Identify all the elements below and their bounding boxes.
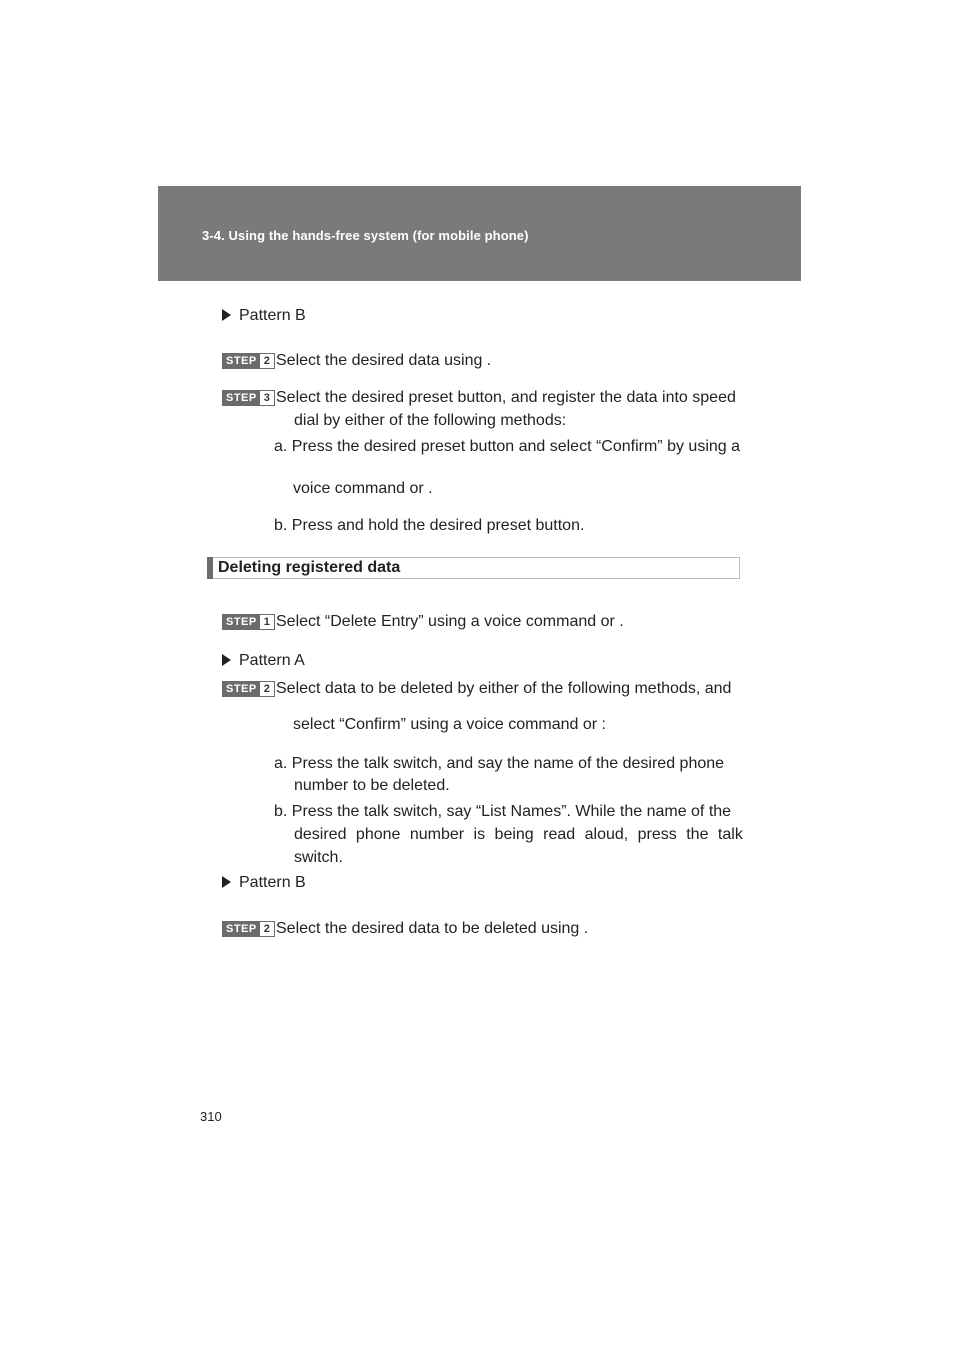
delete-method-b-line-2: desired phone number is being read aloud, press the talk [294, 826, 743, 843]
step-3-badge [222, 390, 275, 406]
step-1-badge [222, 614, 275, 630]
pointer-triangle-icon [222, 309, 231, 321]
heading-accent-bar [207, 557, 213, 579]
step-number: 2 [260, 922, 274, 936]
step-word: STEP [223, 354, 260, 368]
method-a-line-1: a. Press the desired preset button and select “Confirm” by using a [274, 438, 741, 455]
header-bar [158, 186, 801, 281]
delete-method-b-line-3: switch. [294, 849, 343, 866]
step-number: 1 [260, 615, 274, 629]
pointer-triangle-icon [222, 654, 231, 666]
step-1-text: Select “Delete Entry” using a voice command or . [276, 613, 624, 630]
step-word: STEP [223, 391, 260, 405]
step-number: 3 [260, 391, 274, 405]
heading-label: Deleting registered data [218, 559, 401, 576]
pattern-a-text: Pattern A [239, 652, 305, 669]
method-a-line-2: voice command or . [293, 480, 433, 497]
page-number: 310 [200, 1109, 222, 1124]
step-2-badge [222, 921, 275, 937]
delete-method-b-line-1: b. Press the talk switch, say “List Names”. While the name of the [274, 803, 732, 820]
pattern-b-text: Pattern B [239, 874, 306, 891]
pattern-b-label [222, 305, 306, 327]
step-2-bottom-text: Select the desired data to be deleted using . [276, 920, 589, 937]
section-title: 3-4. Using the hands-free system (for mobile phone) [202, 228, 529, 243]
method-b-line: b. Press and hold the desired preset button. [274, 517, 585, 534]
step-number: 2 [260, 354, 274, 368]
delete-method-a-line-2: number to be deleted. [294, 777, 450, 794]
step-2-text: Select the desired data using . [276, 352, 492, 369]
step-2-line-2: select “Confirm” using a voice command or : [293, 716, 606, 733]
delete-method-a-line-1: a. Press the talk switch, and say the name of the desired phone [274, 755, 725, 772]
pointer-triangle-icon [222, 876, 231, 888]
deleting-section-heading [207, 557, 740, 579]
step-2-badge [222, 681, 275, 697]
step-number: 2 [260, 682, 274, 696]
step-word: STEP [223, 922, 260, 936]
step-word: STEP [223, 615, 260, 629]
pattern-a-label [222, 650, 305, 672]
step-3-line-1: Select the desired preset button, and register the data into speed [276, 389, 736, 406]
step-3-line-2: dial by either of the following methods: [294, 412, 567, 429]
pattern-b-text: Pattern B [239, 307, 306, 324]
step-word: STEP [223, 682, 260, 696]
pattern-b-label [222, 872, 306, 894]
step-2-badge [222, 353, 275, 369]
step-2-line-1: Select data to be deleted by either of the following methods, and [276, 680, 732, 697]
